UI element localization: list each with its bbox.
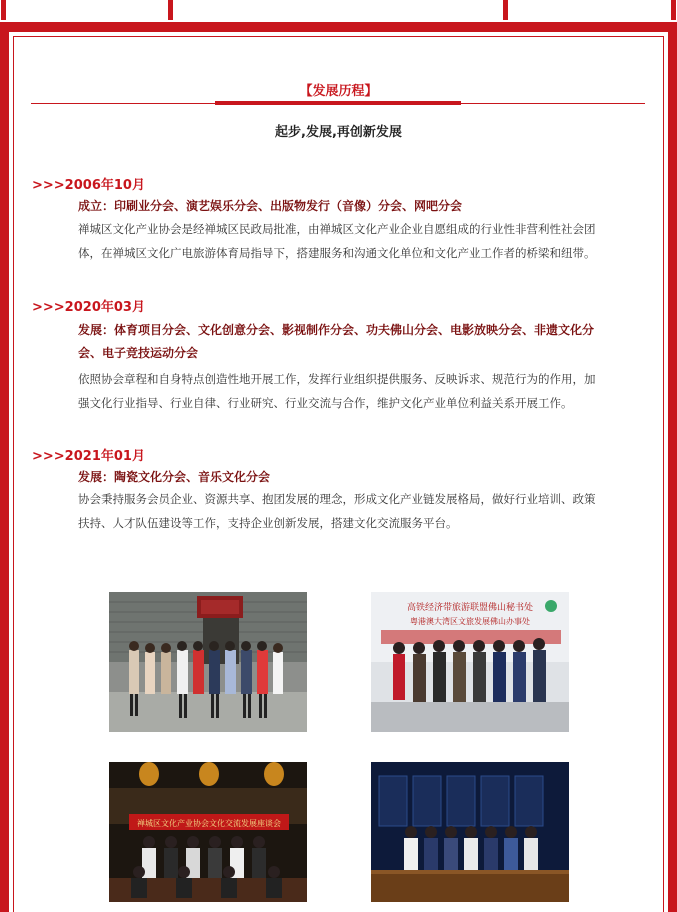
header-tab-bracket — [168, 0, 508, 20]
photo-group-evening — [109, 762, 307, 902]
section-title: 【发展历程】 — [299, 84, 378, 99]
timeline-text-2021: 协会秉持服务会员企业、资源共享、抱团发展的理念，形成文化产业链发展格局，做好行业培训、政策扶持、人才队伍建设等工作，支持企业创新发展，搭建文化交流服务平台。 — [78, 492, 596, 530]
timeline-date-2021: >>>2021年01月 — [32, 449, 145, 464]
banner-text-line2: 粤港澳大湾区文旅发展佛山办事处 — [410, 617, 530, 626]
section-subtitle: 起步,发展,再创新发展 — [275, 125, 402, 140]
timeline-text-2020: 依照协会章程和自身特点创造性地开展工作，发挥行业组织提供服务、反映诉求、规范行为的作用，加强文化行业指导、行业自律、行业研究、行业交流与合作，维护文化产业单位利益关系开展工作。 — [78, 372, 596, 410]
evening-banner-text: 禅城区文化产业协会文化交流发展座谈会 — [137, 819, 281, 828]
photo-group-courtyard — [109, 592, 307, 732]
timeline-date-2020: >>>2020年03月 — [32, 300, 145, 315]
timeline-heading-2020: 发展：体育项目分会、文化创意分会、影视制作分会、功夫佛山分会、电影放映分会、非遗文化分会、电子竞技运动分会 — [78, 323, 595, 360]
timeline-heading-2006: 成立：印刷业分会、演艺娱乐分会、出版物发行（音像）分会、网吧分会 — [78, 199, 463, 213]
timeline-heading-2021: 发展：陶瓷文化分会、音乐文化分会 — [78, 470, 271, 484]
photo-group-blue-hall — [371, 762, 569, 902]
timeline-date-2006: >>>2006年10月 — [32, 178, 145, 193]
title-divider-accent — [215, 101, 461, 105]
photo-group-banner — [371, 592, 569, 732]
banner-text-line1: 高铁经济带旅游联盟佛山秘书处 — [406, 603, 534, 613]
timeline-text-2006: 禅城区文化产业协会是经禅城区民政局批准，由禅城区文化产业企业自愿组成的行业性非营利性社会团体，在禅城区文化广电旅游体育局指导下，搭建服务和沟通文化单位和文化产业工作者的桥梁和纽带。 — [78, 222, 596, 260]
